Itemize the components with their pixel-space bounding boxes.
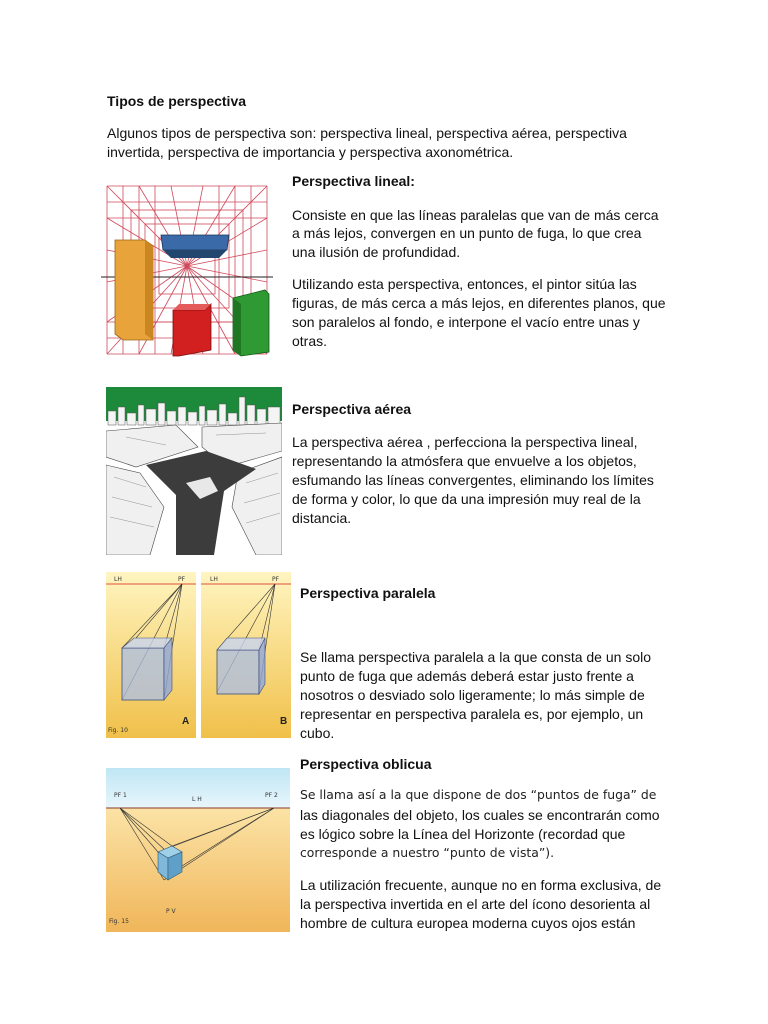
paralela-title: Perspectiva paralela [300, 585, 436, 601]
lineal-p1-line-3: una ilusión de profundidad. [292, 244, 461, 260]
oblicua-p1-line-3: es lógico sobre la Línea del Horizonte (recordad que [300, 826, 626, 842]
oblicua-p1-line-4: corresponde a nuestro “punto de vista”). [300, 845, 555, 860]
aerea-title: Perspectiva aérea [292, 401, 412, 417]
page-heading: Tipos de perspectiva [107, 93, 247, 109]
lineal-title: Perspectiva lineal: [292, 173, 415, 189]
intro-line-2: invertida, perspectiva de importancia y perspectiva axonométrica. [107, 144, 514, 160]
oblicua-p2-line-1: La utilización frecuente, aunque no en forma exclusiva, de [300, 877, 662, 893]
intro-line-1: Algunos tipos de perspectiva son: perspectiva lineal, perspectiva aérea, perspectiva [107, 125, 627, 141]
lineal-p2-line-4: otras. [292, 333, 328, 349]
oblique-pf1-label: PF 1 [114, 792, 127, 799]
fig-a-letter: A [182, 716, 190, 727]
lineal-p1-line-2: a más lejos, convergen en un punto de fuga, lo que crea [292, 225, 642, 241]
aerial-perspective-image [106, 387, 282, 555]
paralela-line-2: punto de fuga que además deberá estar justo frente a [300, 668, 634, 684]
fig-a-caption: Fig. 10 [108, 727, 128, 734]
fig-b-pf-label: PF [272, 576, 280, 583]
aerea-line-2: representando la atmósfera que envuelve a los objetos, [292, 453, 637, 469]
lineal-p2-line-3: son paralelos al fondo, e interpone el vacío entre unas y [292, 314, 640, 330]
lineal-p2-line-2: figuras, de más cerca a más lejos, en diferentes planos, que [292, 295, 666, 311]
oblicua-p2-line-3: hombre de cultura europea moderna cuyos ojos están [300, 915, 636, 931]
fig-a-pf-label: PF [178, 576, 186, 583]
paralela-line-3: nosotros o desviado solo ligeramente; lo más simple de [300, 687, 645, 703]
oblique-lh-label: L H [192, 796, 202, 803]
oblicua-p1-line-2: las diagonales del objeto, los cuales se encontrarán como [300, 807, 660, 823]
oblique-caption: Fig. 15 [109, 918, 129, 925]
oblicua-p1-line-1: Se llama así a la que dispone de dos “puntos de fuga” de [300, 787, 657, 802]
aerea-line-5: distancia. [292, 510, 352, 526]
parallel-figure-b [201, 572, 291, 738]
oblicua-title: Perspectiva oblicua [300, 756, 432, 772]
fig-b-lh-label: LH [210, 576, 218, 583]
aerea-line-1: La perspectiva aérea , perfecciona la perspectiva lineal, [292, 434, 638, 450]
fig-a-lh-label: LH [114, 576, 122, 583]
linear-perspective-image [101, 180, 273, 360]
paralela-line-1: Se llama perspectiva paralela a la que consta de un solo [300, 649, 651, 665]
aerea-line-3: esfumando las líneas convergentes, eliminando los límites [292, 472, 654, 488]
paralela-line-5: cubo. [300, 725, 335, 741]
lineal-p2-line-1: Utilizando esta perspectiva, entonces, el pintor sitúa las [292, 276, 637, 292]
oblicua-p2-line-2: la perspectiva invertida en el arte del ícono desorienta al [300, 896, 651, 912]
lineal-p1-line-1: Consiste en que las líneas paralelas que van de más cerca [292, 207, 659, 223]
aerea-line-4: de forma y color, lo que da una impresión muy real de la [292, 491, 641, 507]
parallel-figure-a [106, 572, 196, 738]
fig-b-letter: B [280, 716, 288, 727]
oblique-pf2-label: PF 2 [265, 792, 278, 799]
oblique-perspective-image [106, 768, 290, 932]
oblique-pv-label: P V [166, 908, 176, 915]
paralela-line-4: representar en perspectiva paralela es, por ejemplo, un [300, 706, 644, 722]
